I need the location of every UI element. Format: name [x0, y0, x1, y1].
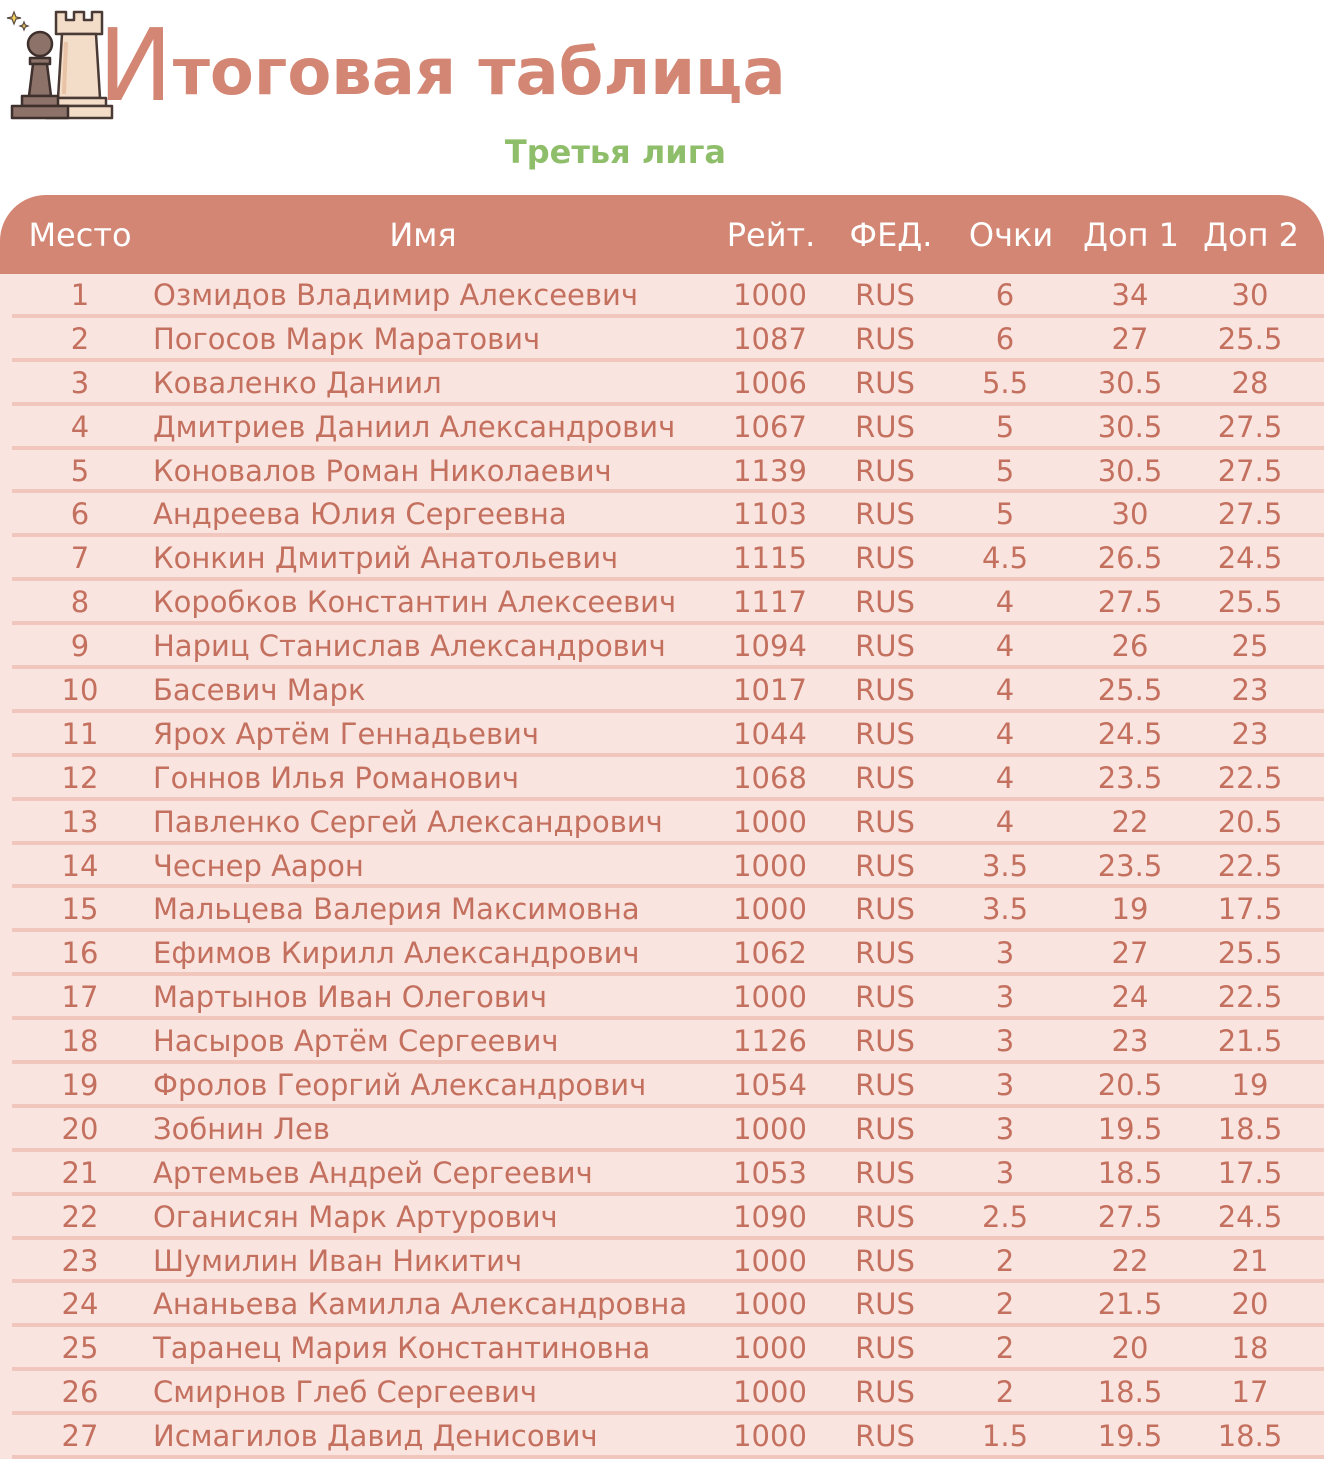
table-row	[0, 1283, 1324, 1327]
tiebreak-1-cell: 18.5	[1097, 1155, 1163, 1190]
rating-cell: 1044	[733, 716, 807, 751]
table-row	[0, 450, 1324, 494]
place-cell: 3	[70, 365, 90, 400]
table-row	[0, 1371, 1324, 1415]
federation-cell: RUS	[855, 1419, 915, 1454]
rating-cell: 1103	[733, 497, 807, 532]
tiebreak-1-cell: 20	[1111, 1331, 1149, 1366]
federation-cell: RUS	[855, 321, 915, 356]
tiebreak-1-cell: 22	[1111, 1243, 1149, 1278]
tiebreak-1-cell: 18.5	[1097, 1375, 1163, 1410]
tiebreak-2-cell: 22.5	[1217, 980, 1283, 1015]
points-cell: 2	[995, 1287, 1015, 1322]
table-row	[0, 1196, 1324, 1240]
rating-cell: 1000	[733, 980, 807, 1015]
table-row	[0, 932, 1324, 976]
name-cell: Басевич Марк	[153, 673, 366, 708]
name-cell: Чеснер Аарон	[153, 848, 364, 883]
name-cell: Таранец Мария Константиновна	[153, 1331, 651, 1366]
points-cell: 2	[995, 1375, 1015, 1410]
name-cell: Андреева Юлия Сергеевна	[153, 497, 567, 532]
standings-table	[0, 195, 1324, 1459]
tiebreak-2-cell: 30	[1231, 278, 1269, 312]
table-row	[0, 406, 1324, 450]
rating-cell: 1000	[733, 1375, 807, 1410]
rating-cell: 1054	[733, 1068, 807, 1103]
rating-cell: 1000	[733, 278, 807, 312]
points-cell: 3	[995, 1068, 1015, 1103]
tiebreak-2-cell: 18.5	[1217, 1111, 1283, 1146]
tiebreak-1-cell: 26.5	[1097, 541, 1163, 576]
name-cell: Ефимов Кирилл Александрович	[153, 936, 640, 971]
federation-cell: RUS	[855, 278, 915, 312]
rating-cell: 1094	[733, 629, 807, 664]
tiebreak-1-cell: 23.5	[1097, 848, 1163, 883]
tiebreak-2-cell: 18.5	[1217, 1419, 1283, 1454]
tiebreak-2-cell: 23	[1231, 716, 1269, 751]
points-cell: 3	[995, 936, 1015, 971]
table-row	[0, 976, 1324, 1020]
name-cell: Коваленко Даниил	[153, 365, 442, 400]
points-cell: 3	[995, 980, 1015, 1015]
points-cell: 3.5	[981, 892, 1029, 927]
points-cell: 2	[995, 1243, 1015, 1278]
name-cell: Артемьев Андрей Сергеевич	[153, 1155, 593, 1190]
name-cell: Павленко Сергей Александрович	[153, 804, 663, 839]
federation-cell: RUS	[855, 365, 915, 400]
rating-cell: 1000	[733, 1287, 807, 1322]
points-cell: 3	[995, 1024, 1015, 1059]
rating-cell: 1115	[733, 541, 807, 576]
tiebreak-2-cell: 24.5	[1217, 1199, 1283, 1234]
table-body	[0, 274, 1324, 1459]
table-row	[0, 1240, 1324, 1284]
federation-cell: RUS	[855, 760, 915, 795]
page-header	[0, 0, 1324, 190]
column-header-tiebreak-2: Доп 2	[1202, 215, 1300, 254]
table-row	[0, 537, 1324, 581]
tiebreak-2-cell: 17.5	[1217, 892, 1283, 927]
points-cell: 4	[995, 804, 1015, 839]
table-row	[0, 713, 1324, 757]
tiebreak-2-cell: 25.5	[1217, 936, 1283, 971]
federation-cell: RUS	[855, 1199, 915, 1234]
place-cell: 26	[61, 1375, 99, 1410]
place-cell: 17	[61, 980, 99, 1015]
name-cell: Конкин Дмитрий Анатольевич	[153, 541, 619, 576]
place-cell: 1	[70, 278, 90, 312]
federation-cell: RUS	[855, 541, 915, 576]
tiebreak-2-cell: 25	[1231, 629, 1269, 664]
points-cell: 5.5	[981, 365, 1029, 400]
table-row	[0, 1064, 1324, 1108]
place-cell: 21	[61, 1155, 99, 1190]
federation-cell: RUS	[855, 1331, 915, 1366]
tiebreak-1-cell: 27.5	[1097, 1199, 1163, 1234]
place-cell: 7	[70, 541, 90, 576]
tiebreak-1-cell: 30.5	[1097, 365, 1163, 400]
column-header-federation: ФЕД.	[849, 215, 933, 254]
tiebreak-2-cell: 20.5	[1217, 804, 1283, 839]
place-cell: 12	[61, 760, 99, 795]
tiebreak-2-cell: 27.5	[1217, 453, 1283, 488]
points-cell: 6	[995, 321, 1015, 356]
tiebreak-1-cell: 23	[1111, 1024, 1149, 1059]
rating-cell: 1017	[733, 673, 807, 708]
name-cell: Ярох Артём Геннадьевич	[153, 716, 540, 751]
column-header-tiebreak-1: Доп 1	[1082, 215, 1180, 254]
tiebreak-1-cell: 22	[1111, 804, 1149, 839]
tiebreak-1-cell: 26	[1111, 629, 1149, 664]
place-cell: 22	[61, 1199, 99, 1234]
tiebreak-2-cell: 21.5	[1217, 1024, 1283, 1059]
tiebreak-2-cell: 19	[1231, 1068, 1269, 1103]
tiebreak-2-cell: 21	[1231, 1243, 1269, 1278]
tiebreak-1-cell: 27	[1111, 321, 1149, 356]
rating-cell: 1139	[733, 453, 807, 488]
federation-cell: RUS	[855, 1024, 915, 1059]
name-cell: Ананьева Камилла Александровна	[153, 1287, 688, 1322]
points-cell: 5	[995, 497, 1015, 532]
place-cell: 8	[70, 585, 90, 620]
tiebreak-2-cell: 17.5	[1217, 1155, 1283, 1190]
table-row	[0, 757, 1324, 801]
points-cell: 3	[995, 1155, 1015, 1190]
name-cell: Озмидов Владимир Алексеевич	[153, 278, 638, 312]
rating-cell: 1000	[733, 1419, 807, 1454]
federation-cell: RUS	[855, 673, 915, 708]
federation-cell: RUS	[855, 585, 915, 620]
federation-cell: RUS	[855, 497, 915, 532]
tiebreak-2-cell: 22.5	[1217, 760, 1283, 795]
name-cell: Насыров Артём Сергеевич	[153, 1024, 559, 1059]
federation-cell: RUS	[855, 1243, 915, 1278]
rating-cell: 1000	[733, 1111, 807, 1146]
name-cell: Мартынов Иван Олегович	[153, 980, 547, 1015]
place-cell: 24	[61, 1287, 99, 1322]
federation-cell: RUS	[855, 1287, 915, 1322]
place-cell: 6	[70, 497, 90, 532]
tiebreak-1-cell: 23.5	[1097, 760, 1163, 795]
rating-cell: 1087	[733, 321, 807, 356]
tiebreak-1-cell: 24.5	[1097, 716, 1163, 751]
place-cell: 10	[61, 673, 99, 708]
name-cell: Исмагилов Давид Денисович	[153, 1419, 598, 1454]
tiebreak-1-cell: 30.5	[1097, 453, 1163, 488]
place-cell: 25	[61, 1331, 99, 1366]
tiebreak-1-cell: 19.5	[1097, 1419, 1163, 1454]
place-cell: 11	[61, 716, 99, 751]
name-cell: Дмитриев Даниил Александрович	[153, 409, 676, 444]
rating-cell: 1067	[733, 409, 807, 444]
tiebreak-2-cell: 18	[1231, 1331, 1269, 1366]
column-header-name: Имя	[389, 215, 457, 254]
federation-cell: RUS	[855, 980, 915, 1015]
rating-cell: 1062	[733, 936, 807, 971]
points-cell: 4	[995, 716, 1015, 751]
federation-cell: RUS	[855, 1111, 915, 1146]
place-cell: 5	[70, 453, 90, 488]
federation-cell: RUS	[855, 892, 915, 927]
points-cell: 3	[995, 1111, 1015, 1146]
tiebreak-1-cell: 27.5	[1097, 585, 1163, 620]
place-cell: 19	[61, 1068, 99, 1103]
page-title	[98, 7, 786, 124]
place-cell: 13	[61, 804, 99, 839]
table-row	[0, 1327, 1324, 1371]
place-cell: 18	[61, 1024, 99, 1059]
federation-cell: RUS	[855, 1155, 915, 1190]
tiebreak-1-cell: 21.5	[1097, 1287, 1163, 1322]
rating-cell: 1000	[733, 848, 807, 883]
federation-cell: RUS	[855, 453, 915, 488]
name-cell: Нариц Станислав Александрович	[153, 629, 666, 664]
rating-cell: 1006	[733, 365, 807, 400]
points-cell: 4	[995, 760, 1015, 795]
tiebreak-2-cell: 25.5	[1217, 321, 1283, 356]
points-cell: 4	[995, 629, 1015, 664]
table-row	[0, 669, 1324, 713]
rating-cell: 1117	[733, 585, 807, 620]
rating-cell: 1000	[733, 1331, 807, 1366]
table-row	[0, 1020, 1324, 1064]
tiebreak-2-cell: 28	[1231, 365, 1269, 400]
tiebreak-2-cell: 17	[1231, 1375, 1269, 1410]
rating-cell: 1090	[733, 1199, 807, 1234]
name-cell: Фролов Георгий Александрович	[153, 1068, 647, 1103]
page-subtitle: Третья лига	[504, 133, 726, 171]
federation-cell: RUS	[855, 1375, 915, 1410]
points-cell: 4.5	[981, 541, 1029, 576]
tiebreak-2-cell: 24.5	[1217, 541, 1283, 576]
title-rest: тоговая таблица	[172, 36, 786, 110]
tiebreak-1-cell: 20.5	[1097, 1068, 1163, 1103]
rating-cell: 1000	[733, 892, 807, 927]
table-row	[0, 493, 1324, 537]
rating-cell: 1053	[733, 1155, 807, 1190]
place-cell: 27	[61, 1419, 99, 1454]
table-row	[0, 845, 1324, 889]
table-row	[0, 362, 1324, 406]
points-cell: 3.5	[981, 848, 1029, 883]
table-row	[0, 1415, 1324, 1459]
tiebreak-1-cell: 25.5	[1097, 673, 1163, 708]
tiebreak-1-cell: 27	[1111, 936, 1149, 971]
table-row	[0, 625, 1324, 669]
points-cell: 6	[995, 278, 1015, 312]
tiebreak-2-cell: 22.5	[1217, 848, 1283, 883]
federation-cell: RUS	[855, 629, 915, 664]
name-cell: Коробков Константин Алексеевич	[153, 585, 677, 620]
place-cell: 20	[61, 1111, 99, 1146]
table-header	[0, 195, 1324, 274]
points-cell: 5	[995, 453, 1015, 488]
place-cell: 14	[61, 848, 99, 883]
points-cell: 2	[995, 1331, 1015, 1366]
federation-cell: RUS	[855, 1068, 915, 1103]
tiebreak-2-cell: 27.5	[1217, 409, 1283, 444]
federation-cell: RUS	[855, 804, 915, 839]
rating-cell: 1126	[733, 1024, 807, 1059]
federation-cell: RUS	[855, 936, 915, 971]
points-cell: 4	[995, 673, 1015, 708]
column-header-place: Место	[28, 215, 132, 254]
table-row	[0, 1152, 1324, 1196]
column-header-rating: Рейт.	[726, 215, 816, 254]
table-row	[0, 801, 1324, 845]
name-cell: Гоннов Илья Романович	[153, 760, 520, 795]
title-initial: И	[98, 7, 173, 124]
place-cell: 16	[61, 936, 99, 971]
name-cell: Зобнин Лев	[153, 1111, 330, 1146]
federation-cell: RUS	[855, 716, 915, 751]
tiebreak-1-cell: 30	[1111, 497, 1149, 532]
tiebreak-2-cell: 23	[1231, 673, 1269, 708]
place-cell: 2	[70, 321, 90, 356]
tiebreak-1-cell: 34	[1111, 278, 1149, 312]
table-row	[0, 581, 1324, 625]
rating-cell: 1068	[733, 760, 807, 795]
tiebreak-2-cell: 20	[1231, 1287, 1269, 1322]
name-cell: Оганисян Марк Артурович	[153, 1199, 558, 1234]
table-row	[0, 888, 1324, 932]
points-cell: 2.5	[981, 1199, 1029, 1234]
points-cell: 4	[995, 585, 1015, 620]
name-cell: Погосов Марк Маратович	[153, 321, 541, 356]
rating-cell: 1000	[733, 804, 807, 839]
tiebreak-2-cell: 25.5	[1217, 585, 1283, 620]
name-cell: Смирнов Глеб Сергеевич	[153, 1375, 538, 1410]
place-cell: 9	[70, 629, 90, 664]
column-header-points: Очки	[968, 215, 1054, 254]
table-row	[0, 1108, 1324, 1152]
table-row	[0, 274, 1324, 318]
name-cell: Мальцева Валерия Максимовна	[153, 892, 640, 927]
place-cell: 23	[61, 1243, 99, 1278]
name-cell: Коновалов Роман Николаевич	[153, 453, 612, 488]
points-cell: 1.5	[981, 1419, 1029, 1454]
tiebreak-2-cell: 27.5	[1217, 497, 1283, 532]
name-cell: Шумилин Иван Никитич	[153, 1243, 523, 1278]
federation-cell: RUS	[855, 409, 915, 444]
tiebreak-1-cell: 30.5	[1097, 409, 1163, 444]
place-cell: 4	[70, 409, 90, 444]
place-cell: 15	[61, 892, 99, 927]
tiebreak-1-cell: 24	[1111, 980, 1149, 1015]
federation-cell: RUS	[855, 848, 915, 883]
points-cell: 5	[995, 409, 1015, 444]
rating-cell: 1000	[733, 1243, 807, 1278]
table-row	[0, 318, 1324, 362]
tiebreak-1-cell: 19	[1111, 892, 1149, 927]
tiebreak-1-cell: 19.5	[1097, 1111, 1163, 1146]
